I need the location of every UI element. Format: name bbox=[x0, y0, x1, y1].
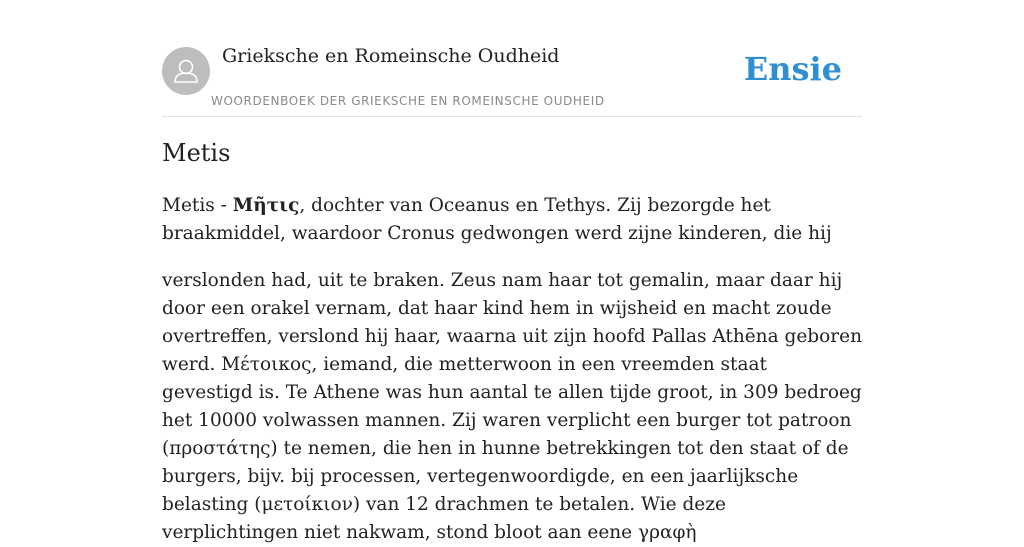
article-paragraph-2: verslonden had, uit te braken. Zeus nam haar tot gemalin, maar daar hij door een orakel vernam, dat haar kind hem in wijsheid en macht zoude overtreffen, verslond hij haar, waarna uit zijn hoofd Pallas Athēna geboren werd. Μέτοικος, iemand, die metterwoon in een vreemden staat gevestigd is. Te Athene was hun aantal te allen tijde groot, in 309 bedroeg het 10000 volwassen mannen. Zij waren verplicht een burger tot patroon (προστάτης) te nemen, die hen in hunne betrekkingen tot den staat of de burgers, bijv. bij processen, vertegenwoordigde, en een jaarlijksche belasting (μετοίκιον) van 12 drachmen te betalen. Wie deze verplichtingen niet nakwam, stond bloot aan eene γραφὴ bbox=[162, 270, 862, 543]
site-title[interactable]: Grieksche en Romeinsche Oudheid bbox=[222, 45, 560, 67]
greek-term: Μῆτις bbox=[232, 195, 300, 216]
paragraph-text: , dochter van Oceanus en Tethys. Zij bezorgde het braakmiddel, waardoor Cronus gedwongen werd zijne kinderen, die hij bbox=[162, 195, 832, 244]
paragraph-lead: Metis - bbox=[162, 195, 233, 216]
article-paragraph-1 bbox=[162, 192, 862, 248]
avatar[interactable] bbox=[162, 47, 210, 95]
article-title: Metis bbox=[162, 139, 231, 167]
site-subtitle: WOORDENBOEK DER GRIEKSCHE EN ROMEINSCHE OUDHEID bbox=[211, 94, 605, 108]
site-header bbox=[162, 40, 862, 117]
brand-logo[interactable]: Ensie bbox=[743, 50, 842, 88]
user-icon bbox=[162, 47, 210, 95]
